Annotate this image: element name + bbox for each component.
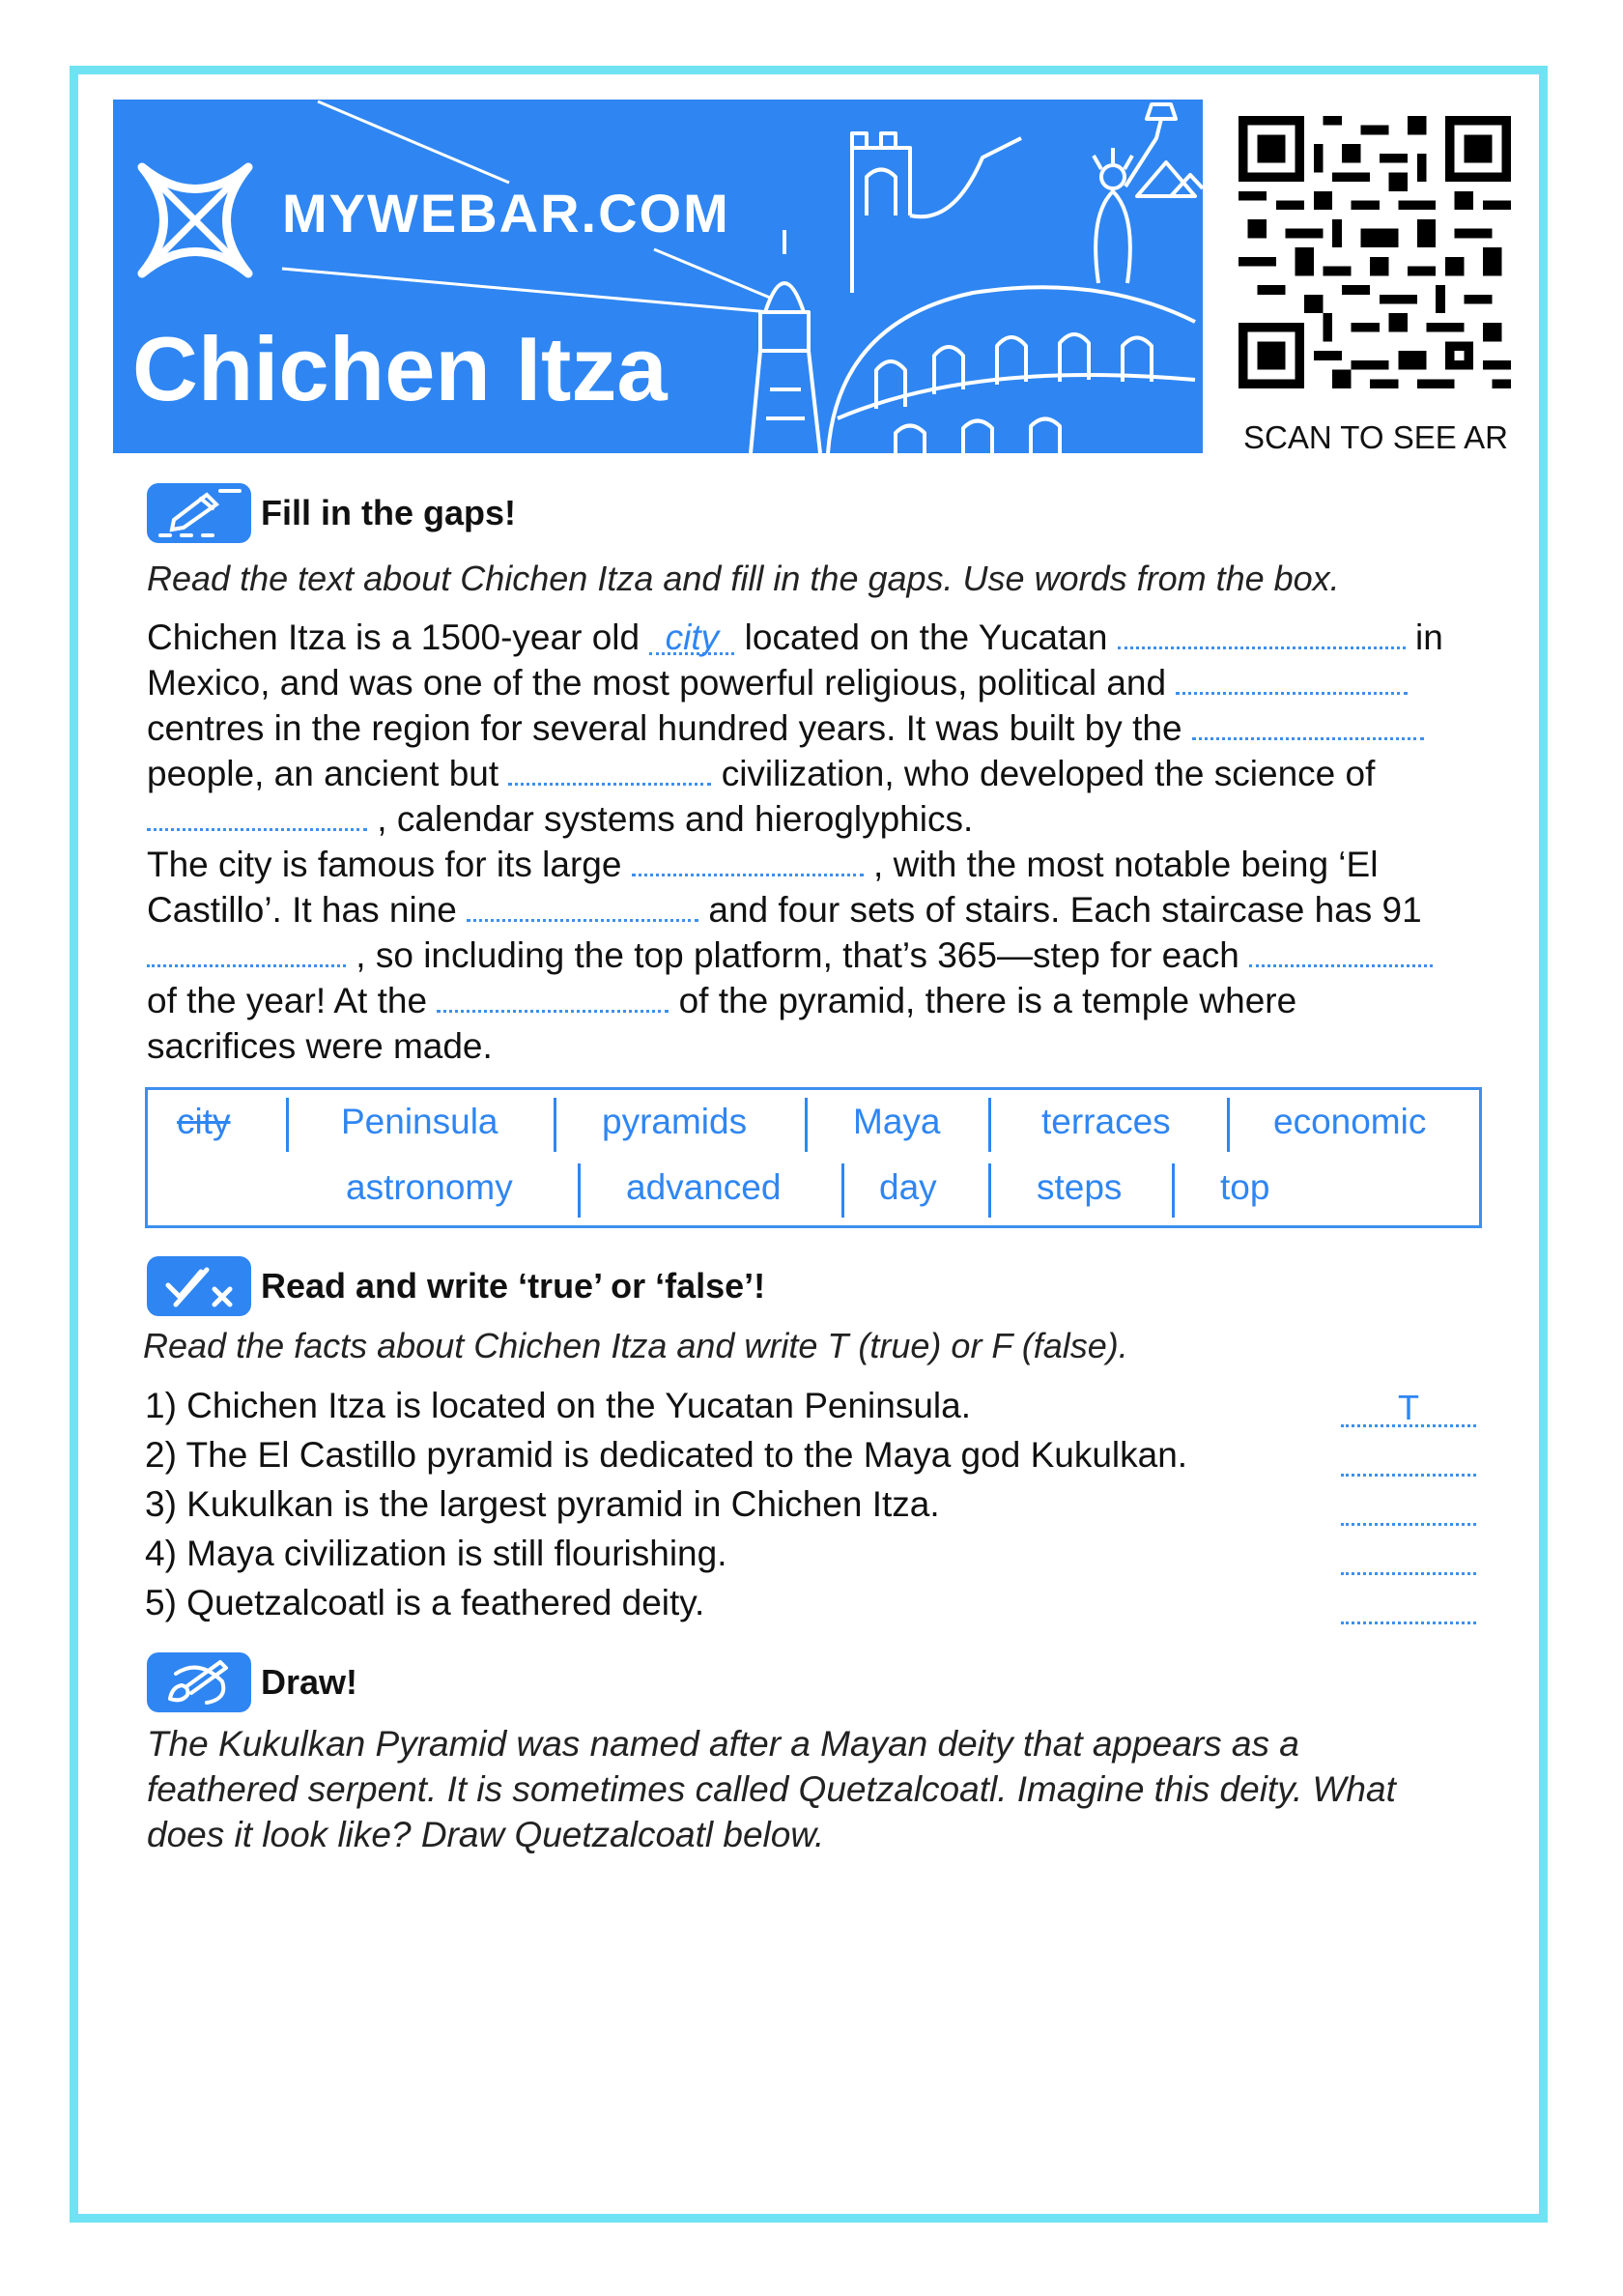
gap-input[interactable] xyxy=(508,754,711,786)
word-chip[interactable]: economic xyxy=(1273,1102,1427,1141)
divider xyxy=(805,1098,808,1152)
answer-input[interactable] xyxy=(1341,1441,1476,1477)
text-line: of the year! At the of the pyramid, there is a temple where xyxy=(147,981,1297,1020)
divider xyxy=(1227,1098,1230,1152)
word-chip[interactable]: astronomy xyxy=(346,1167,513,1207)
divider xyxy=(841,1163,844,1218)
word-chip[interactable]: pyramids xyxy=(602,1102,748,1141)
check-cross-icon xyxy=(147,1256,251,1316)
divider xyxy=(988,1098,991,1152)
fill-gaps-title: Fill in the gaps! xyxy=(261,493,517,532)
fact-item: 3) Kukulkan is the largest pyramid in Chichen Itza. xyxy=(145,1484,940,1524)
text-line: , calendar systems and hieroglyphics. xyxy=(147,796,973,842)
qr-code-icon[interactable] xyxy=(1239,116,1511,388)
drawing-area[interactable] xyxy=(145,1875,1482,2194)
qr-caption: SCAN TO SEE AR xyxy=(1243,419,1508,455)
text-line: , so including the top platform, that’s 365—step for each xyxy=(147,933,1433,978)
divider xyxy=(554,1098,556,1152)
gap-input[interactable] xyxy=(1249,935,1433,967)
text-line: sacrifices were made. xyxy=(147,1026,493,1066)
gap-input[interactable] xyxy=(437,981,669,1013)
draw-title: Draw! xyxy=(261,1662,358,1702)
gap-input[interactable] xyxy=(147,799,367,831)
draw-instruction-line: does it look like? Draw Quetzalcoatl below. xyxy=(147,1815,825,1854)
brush-icon xyxy=(147,1652,251,1712)
text-line: Chichen Itza is a 1500-year old city located on the Yucatan in xyxy=(147,617,1443,657)
answer-input[interactable] xyxy=(1341,1490,1476,1526)
word-chip[interactable]: advanced xyxy=(626,1167,782,1207)
fact-item: 1) Chichen Itza is located on the Yucatan Peninsula. xyxy=(145,1386,971,1425)
gap-input[interactable] xyxy=(632,845,864,876)
text-line: people, an ancient but civilization, who developed the science of xyxy=(147,754,1376,793)
text-line: Mexico, and was one of the most powerful religious, political and xyxy=(147,660,1408,705)
true-false-title: Read and write ‘true’ or ‘false’! xyxy=(261,1266,766,1306)
gap-input[interactable]: city xyxy=(649,623,734,655)
fact-item: 4) Maya civilization is still flourishing. xyxy=(145,1534,727,1573)
answer-input[interactable] xyxy=(1341,1589,1476,1624)
brand-name: MYWEBAR.COM xyxy=(282,183,730,244)
gap-input[interactable] xyxy=(1192,708,1424,740)
text-line: Castillo’. It has nine and four sets of stairs. Each staircase has 91 xyxy=(147,890,1422,930)
gap-input[interactable] xyxy=(1176,663,1408,695)
fact-item: 5) Quetzalcoatl is a feathered deity. xyxy=(145,1583,705,1622)
word-chip[interactable]: Peninsula xyxy=(341,1102,498,1141)
page-title: Chichen Itza xyxy=(132,318,668,419)
answer-input[interactable]: T xyxy=(1341,1392,1476,1427)
word-chip[interactable]: Maya xyxy=(853,1102,941,1141)
gap-input[interactable] xyxy=(1118,617,1406,649)
word-chip[interactable]: city xyxy=(177,1102,231,1141)
divider xyxy=(286,1098,289,1152)
answer-input[interactable] xyxy=(1341,1539,1476,1575)
draw-instruction-line: feathered serpent. It is sometimes called Quetzalcoatl. Imagine this deity. What xyxy=(147,1769,1396,1809)
word-chip[interactable]: top xyxy=(1220,1167,1270,1207)
text-line: The city is famous for its large , with the most notable being ‘El xyxy=(147,845,1379,884)
word-chip[interactable]: day xyxy=(879,1167,937,1207)
landmarks-illustration-icon xyxy=(731,100,1203,453)
gap-input[interactable] xyxy=(467,890,698,922)
word-chip[interactable]: steps xyxy=(1037,1167,1123,1207)
text-line: centres in the region for several hundred years. It was built by the xyxy=(147,705,1424,751)
word-chip[interactable]: terraces xyxy=(1041,1102,1171,1141)
divider xyxy=(988,1163,991,1218)
header-banner xyxy=(113,100,1203,453)
word-box xyxy=(145,1087,1482,1228)
fact-item: 2) The El Castillo pyramid is dedicated to the Maya god Kukulkan. xyxy=(145,1435,1188,1475)
true-false-instruction: Read the facts about Chichen Itza and write T (true) or F (false). xyxy=(143,1326,1128,1365)
pencil-icon xyxy=(147,483,251,543)
fill-gaps-instruction: Read the text about Chichen Itza and fill in the gaps. Use words from the box. xyxy=(147,559,1340,598)
draw-instruction-line: The Kukulkan Pyramid was named after a Mayan deity that appears as a xyxy=(147,1724,1299,1764)
gap-input[interactable] xyxy=(147,935,346,967)
divider xyxy=(1172,1163,1175,1218)
divider xyxy=(578,1163,581,1218)
